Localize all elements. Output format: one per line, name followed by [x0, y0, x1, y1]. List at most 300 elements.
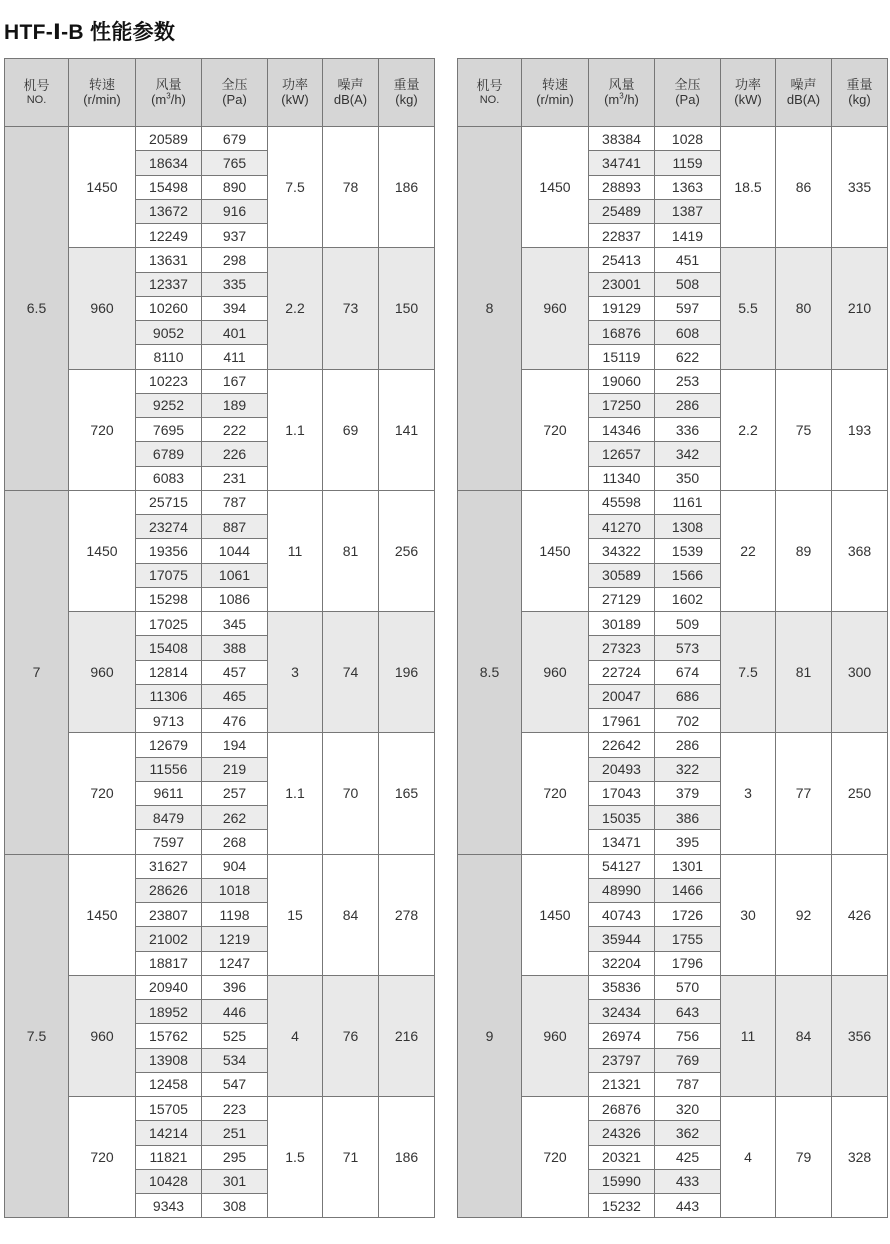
pressure-cell: 268 — [202, 830, 268, 854]
pressure-cell: 1018 — [202, 878, 268, 902]
airflow-cell: 13631 — [136, 248, 202, 272]
airflow-cell: 19060 — [589, 369, 655, 393]
power-cell: 5.5 — [721, 248, 776, 369]
noise-cell: 81 — [323, 490, 379, 611]
table-row — [458, 975, 888, 999]
airflow-cell: 9252 — [136, 393, 202, 417]
airflow-cell: 28626 — [136, 878, 202, 902]
speed-cell: 960 — [69, 612, 136, 733]
airflow-cell: 20047 — [589, 684, 655, 708]
header-row — [5, 59, 435, 127]
table-row — [458, 369, 888, 393]
airflow-cell: 23001 — [589, 272, 655, 296]
airflow-cell: 20493 — [589, 757, 655, 781]
weight-cell: 165 — [379, 733, 435, 854]
pressure-cell: 286 — [655, 733, 721, 757]
airflow-cell: 9343 — [136, 1194, 202, 1218]
power-cell: 2.2 — [721, 369, 776, 490]
airflow-cell: 12337 — [136, 272, 202, 296]
weight-cell: 193 — [832, 369, 888, 490]
airflow-cell: 35836 — [589, 975, 655, 999]
pressure-cell: 1028 — [655, 127, 721, 151]
pressure-cell: 756 — [655, 1024, 721, 1048]
power-cell: 1.5 — [268, 1097, 323, 1218]
speed-cell: 1450 — [69, 490, 136, 611]
weight-cell: 141 — [379, 369, 435, 490]
header-speed-unit: (r/min) — [83, 91, 121, 107]
airflow-cell: 11821 — [136, 1145, 202, 1169]
pressure-cell: 890 — [202, 175, 268, 199]
pressure-cell: 388 — [202, 636, 268, 660]
pressure-cell: 320 — [655, 1097, 721, 1121]
header-machine-no — [458, 59, 522, 127]
noise-cell: 75 — [776, 369, 832, 490]
header-machine-no — [5, 59, 69, 127]
pressure-cell: 401 — [202, 321, 268, 345]
speed-cell: 1450 — [69, 127, 136, 248]
power-cell: 15 — [268, 854, 323, 975]
speed-cell: 960 — [522, 612, 589, 733]
pressure-cell: 1159 — [655, 151, 721, 175]
speed-cell: 720 — [69, 369, 136, 490]
header-pressure-label: 全压 — [221, 76, 248, 92]
airflow-cell: 24326 — [589, 1121, 655, 1145]
airflow-cell: 15498 — [136, 175, 202, 199]
noise-cell: 74 — [323, 612, 379, 733]
pressure-cell: 787 — [655, 1072, 721, 1096]
pressure-cell: 686 — [655, 684, 721, 708]
airflow-cell: 13908 — [136, 1048, 202, 1072]
speed-cell: 720 — [69, 733, 136, 854]
speed-cell: 960 — [69, 975, 136, 1096]
airflow-cell: 34741 — [589, 151, 655, 175]
weight-cell: 216 — [379, 975, 435, 1096]
airflow-cell: 18817 — [136, 951, 202, 975]
airflow-cell: 11306 — [136, 684, 202, 708]
header-speed-label: 转速 — [88, 76, 115, 92]
table-row — [5, 854, 435, 878]
header-noise-label: 噪声 — [337, 76, 364, 92]
pressure-cell: 251 — [202, 1121, 268, 1145]
header-noise-unit: dB(A) — [333, 91, 368, 107]
weight-cell: 368 — [832, 490, 888, 611]
weight-cell: 186 — [379, 127, 435, 248]
airflow-cell: 15119 — [589, 345, 655, 369]
pressure-cell: 189 — [202, 393, 268, 417]
table-body — [5, 127, 435, 1218]
pressure-cell: 433 — [655, 1169, 721, 1193]
speed-cell: 720 — [69, 1097, 136, 1218]
airflow-cell: 12249 — [136, 224, 202, 248]
airflow-cell: 17025 — [136, 612, 202, 636]
pressure-cell: 425 — [655, 1145, 721, 1169]
airflow-cell: 25715 — [136, 490, 202, 514]
pressure-cell: 1387 — [655, 199, 721, 223]
pressure-cell: 295 — [202, 1145, 268, 1169]
speed-cell: 720 — [522, 733, 589, 854]
power-cell: 4 — [721, 1097, 776, 1218]
weight-cell: 196 — [379, 612, 435, 733]
table-row — [458, 490, 888, 514]
airflow-cell: 45598 — [589, 490, 655, 514]
airflow-cell: 15232 — [589, 1194, 655, 1218]
airflow-cell: 17043 — [589, 781, 655, 805]
weight-cell: 256 — [379, 490, 435, 611]
pressure-cell: 446 — [202, 1000, 268, 1024]
airflow-cell: 48990 — [589, 878, 655, 902]
airflow-cell: 26876 — [589, 1097, 655, 1121]
airflow-cell: 32204 — [589, 951, 655, 975]
header-airflow-unit — [136, 93, 201, 108]
machine-no-cell: 7.5 — [5, 854, 69, 1218]
speed-cell: 1450 — [522, 490, 589, 611]
noise-cell: 84 — [776, 975, 832, 1096]
pressure-cell: 262 — [202, 806, 268, 830]
airflow-cell: 6789 — [136, 442, 202, 466]
airflow-cell: 7695 — [136, 418, 202, 442]
airflow-cell: 8110 — [136, 345, 202, 369]
airflow-cell: 14214 — [136, 1121, 202, 1145]
unit-superscript: 3 — [619, 91, 624, 101]
airflow-cell: 15408 — [136, 636, 202, 660]
performance-table-left — [4, 58, 435, 1218]
weight-cell: 278 — [379, 854, 435, 975]
pressure-cell: 226 — [202, 442, 268, 466]
airflow-cell: 20940 — [136, 975, 202, 999]
pressure-cell: 411 — [202, 345, 268, 369]
pressure-cell: 916 — [202, 199, 268, 223]
pressure-cell: 1363 — [655, 175, 721, 199]
airflow-cell: 23274 — [136, 515, 202, 539]
header-speed — [522, 59, 589, 127]
pressure-cell: 1539 — [655, 539, 721, 563]
machine-no-cell: 9 — [458, 854, 522, 1218]
table-row — [5, 612, 435, 636]
unit-prefix: (m — [151, 91, 167, 107]
machine-no-cell: 7 — [5, 490, 69, 854]
unit-prefix: (m — [604, 91, 620, 107]
airflow-cell: 32434 — [589, 1000, 655, 1024]
pressure-cell: 219 — [202, 757, 268, 781]
speed-cell: 1450 — [522, 854, 589, 975]
header-power — [721, 59, 776, 127]
airflow-cell: 12679 — [136, 733, 202, 757]
pressure-cell: 1161 — [655, 490, 721, 514]
table-row — [458, 733, 888, 757]
page-title: HTF-Ⅰ-B 性能参数 — [4, 21, 176, 44]
pressure-cell: 1198 — [202, 903, 268, 927]
pressure-cell: 308 — [202, 1194, 268, 1218]
header-pressure-unit: (Pa) — [675, 91, 700, 107]
pressure-cell: 597 — [655, 296, 721, 320]
table-header — [5, 59, 435, 127]
table-row — [458, 612, 888, 636]
weight-cell: 150 — [379, 248, 435, 369]
pressure-cell: 937 — [202, 224, 268, 248]
header-speed-unit: (r/min) — [536, 91, 574, 107]
pressure-cell: 1219 — [202, 927, 268, 951]
airflow-cell: 25413 — [589, 248, 655, 272]
airflow-cell: 23797 — [589, 1048, 655, 1072]
noise-cell: 77 — [776, 733, 832, 854]
speed-cell: 960 — [522, 975, 589, 1096]
pressure-cell: 702 — [655, 709, 721, 733]
header-speed — [69, 59, 136, 127]
weight-cell: 250 — [832, 733, 888, 854]
pressure-cell: 465 — [202, 684, 268, 708]
pressure-cell: 298 — [202, 248, 268, 272]
weight-cell: 300 — [832, 612, 888, 733]
speed-cell: 720 — [522, 1097, 589, 1218]
pressure-cell: 396 — [202, 975, 268, 999]
pressure-cell: 547 — [202, 1072, 268, 1096]
pressure-cell: 1086 — [202, 587, 268, 611]
header-machine-no-label: 机号 — [23, 77, 50, 93]
header-pressure-unit: (Pa) — [222, 91, 247, 107]
airflow-cell: 7597 — [136, 830, 202, 854]
pressure-cell: 887 — [202, 515, 268, 539]
table-row — [458, 1097, 888, 1121]
airflow-cell: 19356 — [136, 539, 202, 563]
airflow-cell: 9052 — [136, 321, 202, 345]
airflow-cell: 15035 — [589, 806, 655, 830]
header-speed-label: 转速 — [541, 76, 568, 92]
noise-cell: 76 — [323, 975, 379, 1096]
pressure-cell: 608 — [655, 321, 721, 345]
header-noise-label: 噪声 — [790, 76, 817, 92]
power-cell: 2.2 — [268, 248, 323, 369]
header-machine-no-unit: NO. — [26, 93, 47, 106]
power-cell: 22 — [721, 490, 776, 611]
pressure-cell: 222 — [202, 418, 268, 442]
airflow-cell: 27129 — [589, 587, 655, 611]
pressure-cell: 322 — [655, 757, 721, 781]
airflow-cell: 27323 — [589, 636, 655, 660]
noise-cell: 81 — [776, 612, 832, 733]
table-body — [458, 127, 888, 1218]
speed-cell: 1450 — [69, 854, 136, 975]
pressure-cell: 451 — [655, 248, 721, 272]
header-row — [458, 59, 888, 127]
pressure-cell: 443 — [655, 1194, 721, 1218]
header-noise-unit: dB(A) — [786, 91, 821, 107]
weight-cell: 210 — [832, 248, 888, 369]
header-pressure — [202, 59, 268, 127]
airflow-cell: 38384 — [589, 127, 655, 151]
airflow-cell: 9713 — [136, 709, 202, 733]
power-cell: 11 — [721, 975, 776, 1096]
performance-table-right — [457, 58, 888, 1218]
airflow-cell: 54127 — [589, 854, 655, 878]
airflow-cell: 13672 — [136, 199, 202, 223]
airflow-cell: 11340 — [589, 466, 655, 490]
pressure-cell: 231 — [202, 466, 268, 490]
header-machine-no-unit: NO. — [479, 93, 500, 106]
pressure-cell: 573 — [655, 636, 721, 660]
machine-no-cell: 8 — [458, 127, 522, 491]
header-weight-unit: (kg) — [848, 91, 871, 107]
pressure-cell: 223 — [202, 1097, 268, 1121]
airflow-cell: 20589 — [136, 127, 202, 151]
header-pressure — [655, 59, 721, 127]
noise-cell: 73 — [323, 248, 379, 369]
header-weight-label: 重量 — [846, 76, 873, 92]
airflow-cell: 22724 — [589, 660, 655, 684]
header-weight-label: 重量 — [393, 76, 420, 92]
pressure-cell: 394 — [202, 296, 268, 320]
airflow-cell: 15298 — [136, 587, 202, 611]
header-weight-unit: (kg) — [395, 91, 418, 107]
airflow-cell: 17075 — [136, 563, 202, 587]
pressure-cell: 1301 — [655, 854, 721, 878]
pressure-cell: 257 — [202, 781, 268, 805]
power-cell: 1.1 — [268, 733, 323, 854]
pressure-cell: 674 — [655, 660, 721, 684]
pressure-cell: 679 — [202, 127, 268, 151]
header-weight — [379, 59, 435, 127]
airflow-cell: 22837 — [589, 224, 655, 248]
airflow-cell: 23807 — [136, 903, 202, 927]
pressure-cell: 301 — [202, 1169, 268, 1193]
airflow-cell: 17250 — [589, 393, 655, 417]
power-cell: 3 — [268, 612, 323, 733]
noise-cell: 71 — [323, 1097, 379, 1218]
power-cell: 1.1 — [268, 369, 323, 490]
pressure-cell: 350 — [655, 466, 721, 490]
airflow-cell: 35944 — [589, 927, 655, 951]
machine-no-cell: 8.5 — [458, 490, 522, 854]
noise-cell: 84 — [323, 854, 379, 975]
weight-cell: 186 — [379, 1097, 435, 1218]
pressure-cell: 643 — [655, 1000, 721, 1024]
airflow-cell: 21002 — [136, 927, 202, 951]
noise-cell: 80 — [776, 248, 832, 369]
airflow-cell: 34322 — [589, 539, 655, 563]
airflow-cell: 40743 — [589, 903, 655, 927]
airflow-cell: 11556 — [136, 757, 202, 781]
airflow-cell: 41270 — [589, 515, 655, 539]
pressure-cell: 570 — [655, 975, 721, 999]
pressure-cell: 386 — [655, 806, 721, 830]
pressure-cell: 525 — [202, 1024, 268, 1048]
unit-suffix: /h) — [623, 91, 639, 107]
header-airflow-unit — [589, 93, 654, 108]
table-row — [5, 127, 435, 151]
header-power-unit: (kW) — [734, 91, 762, 107]
header-power-unit: (kW) — [281, 91, 309, 107]
airflow-cell: 19129 — [589, 296, 655, 320]
power-cell: 3 — [721, 733, 776, 854]
pressure-cell: 345 — [202, 612, 268, 636]
pressure-cell: 1044 — [202, 539, 268, 563]
table-row — [5, 733, 435, 757]
airflow-cell: 15990 — [589, 1169, 655, 1193]
airflow-cell: 12458 — [136, 1072, 202, 1096]
pressure-cell: 765 — [202, 151, 268, 175]
table-row — [5, 975, 435, 999]
airflow-cell: 25489 — [589, 199, 655, 223]
header-power-label: 功率 — [281, 76, 308, 92]
noise-cell: 92 — [776, 854, 832, 975]
pressure-cell: 1755 — [655, 927, 721, 951]
table-row — [5, 490, 435, 514]
header-power — [268, 59, 323, 127]
pressure-cell: 622 — [655, 345, 721, 369]
pressure-cell: 336 — [655, 418, 721, 442]
power-cell: 4 — [268, 975, 323, 1096]
pressure-cell: 194 — [202, 733, 268, 757]
pressure-cell: 1061 — [202, 563, 268, 587]
airflow-cell: 12657 — [589, 442, 655, 466]
table-header — [458, 59, 888, 127]
pressure-cell: 476 — [202, 709, 268, 733]
airflow-cell: 22642 — [589, 733, 655, 757]
header-power-label: 功率 — [734, 76, 761, 92]
pressure-cell: 1419 — [655, 224, 721, 248]
speed-cell: 720 — [522, 369, 589, 490]
header-airflow-label: 风量 — [155, 76, 182, 92]
pressure-cell: 362 — [655, 1121, 721, 1145]
airflow-cell: 18952 — [136, 1000, 202, 1024]
noise-cell: 89 — [776, 490, 832, 611]
airflow-cell: 18634 — [136, 151, 202, 175]
speed-cell: 960 — [69, 248, 136, 369]
header-weight — [832, 59, 888, 127]
airflow-cell: 8479 — [136, 806, 202, 830]
header-airflow — [136, 59, 202, 127]
pressure-cell: 904 — [202, 854, 268, 878]
pressure-cell: 1466 — [655, 878, 721, 902]
table-row — [5, 1097, 435, 1121]
airflow-cell: 9611 — [136, 781, 202, 805]
pressure-cell: 1796 — [655, 951, 721, 975]
pressure-cell: 1726 — [655, 903, 721, 927]
table-row — [458, 127, 888, 151]
header-machine-no-label: 机号 — [476, 77, 503, 93]
pressure-cell: 395 — [655, 830, 721, 854]
pressure-cell: 342 — [655, 442, 721, 466]
airflow-cell: 15705 — [136, 1097, 202, 1121]
noise-cell: 70 — [323, 733, 379, 854]
pressure-cell: 167 — [202, 369, 268, 393]
pressure-cell: 787 — [202, 490, 268, 514]
airflow-cell: 15762 — [136, 1024, 202, 1048]
pressure-cell: 769 — [655, 1048, 721, 1072]
header-noise — [323, 59, 379, 127]
pressure-cell: 335 — [202, 272, 268, 296]
pressure-cell: 508 — [655, 272, 721, 296]
airflow-cell: 6083 — [136, 466, 202, 490]
airflow-cell: 14346 — [589, 418, 655, 442]
airflow-cell: 30589 — [589, 563, 655, 587]
power-cell: 7.5 — [721, 612, 776, 733]
power-cell: 11 — [268, 490, 323, 611]
noise-cell: 86 — [776, 127, 832, 248]
airflow-cell: 16876 — [589, 321, 655, 345]
airflow-cell: 10260 — [136, 296, 202, 320]
airflow-cell: 31627 — [136, 854, 202, 878]
header-airflow — [589, 59, 655, 127]
pressure-cell: 286 — [655, 393, 721, 417]
pressure-cell: 457 — [202, 660, 268, 684]
airflow-cell: 30189 — [589, 612, 655, 636]
airflow-cell: 12814 — [136, 660, 202, 684]
airflow-cell: 13471 — [589, 830, 655, 854]
airflow-cell: 26974 — [589, 1024, 655, 1048]
table-row — [5, 369, 435, 393]
pressure-cell: 1566 — [655, 563, 721, 587]
power-cell: 30 — [721, 854, 776, 975]
